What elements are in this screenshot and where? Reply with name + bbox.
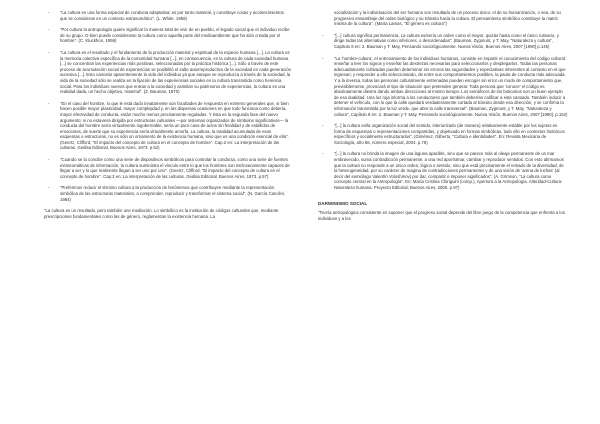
bullet-dash: - (322, 151, 324, 157)
quote-text: "[...] cultura significa permanencia. La cultura es/sería un orden como el mayor, quizás hasta como el único rutinario, y dirige todas las alternativas como inferiores, o desordenadas". (Bauman, Zygmunt, y T. May, "Naturaleza y cultura", Capítulo 8 en: 2. Bauman y T. May, Pensando sociológicamente. Nueva Visión, Buenos Aires, 2007 [1990] p.145) (334, 32, 559, 49)
quote-text: "La cultura es el resultado y el fundamento de la producción material y espiritual de la especie humana [...]. La cultura es la memoria colectiva específica de la comunidad humana [...]; en consecuencia, en la cultura de cada sociedad humana [...] se concentran las experiencias más positivas, seleccionadas por la práctica histórica [...]. Sólo a través de este proceso de acumulación social de experiencias se posibilitó el salto autorreproductivo de la sociedad en cada generación sucesiva [...]. Esto cancelar aparentemente la vida del individuo ya que aunque se reproduzca a través de la sociedad, la vida de la sociedad sólo se realiza en la fijación de las experiencias sociales en la cultura transmitida como herencia social. Para los individuos nuevos que entran a la sociedad y asimilan su patrimonio de experiencias, la cultura es una realidad dada, un hecho objetivo, material". (Z. Bauman, 1970) (60, 49, 291, 95)
quote-item (44, 185, 292, 202)
bullet-dash: - (48, 185, 50, 191)
quote-item (44, 27, 292, 44)
quote-item (44, 50, 292, 95)
bullet-dash: - (48, 27, 50, 33)
quote-item (44, 101, 292, 151)
quote-text: "En el caso del hombre, lo que le está dado innatamente son facultades de respuesta en extremo generales que, si bien hacen posible mayor plasticidad, mayor complejidad y, en las dispersas ocasiones en que todo funciona como debería, mayor efectividad de conducta, están mucho menos precisamente reguladas. Y ésta es la segunda fase del nuevo argumento: si no estuviera dirigida por estructuras culturales —por sistemas organizados de símbolos significativos— la conducta del hombre sería virtualmente ingobernable, sería un puro caos de actos sin finalidad y de estallidos de emociones, de suerte que su experiencia sería virtualmente amorfa. La cultura, la totalidad acumulada de esos esquemas o estructuras, no es sólo un ornamento de la existencia humana, sino que es una condición esencial de ella". (Geertz, Clifford, "El impacto del concepto de cultura en el concepto de hombre". Cap.2 en: La interpretación de las culturas. Gedisa Editorial, Buenos Aires, 1973. p.52) (60, 100, 289, 151)
quote-text: "La 'hombre-cultura', el entrenamiento de los individuos humanos, consiste en impartir el conocimiento del código cultural: enseñar a leer los signos y enseñar las destrezas necesarias para seleccionarlos y desplegarlos. Todas las personas adecuadamente cultivadas pueden determinar sin errores las seguridades y expectativas inherentes al contexto en el que ingresan; y responder a ello seleccionando, de entre sus comportamientos posibles, la pauta de conducta más adecuada. Y a la inversa, todas las personas culturalmente entrenadas pueden escoger sin error un modo de comportamiento que, previsiblemente, provocará el tipo de situación que pretenden generar. Toda persona que 'conoce' el código es absolutamente diestra dando ambas direcciones al mismo tiempo. Los semáforos de los boticarios son un buen ejemplo de esa dualidad. Una luz roja informa a los conductores que también deberían calificar a este cansado. También inducir a detener el vehículo, con lo que la calle quedará verdaderamente cortada al tránsito desde esa dirección, y se confirma la información transmitida por la luz verde, que abre la calle transversal". (Bauman, Zygmunt, y T. May, "Naturaleza y cultura", Capítulo 8 en: 2. Bauman y T. May, Pensando sociológicamente. Nueva Visión, Buenos Aires, 2007 [1990]. p.152) (334, 55, 568, 117)
quote-text: "[...] la cultura no brinda la imagen de una laguna apacible, sino que se parece más al oleaje permanente de un mar embravecido, suma contradicción permanente, a una red aporístmar, cambiar y reproducir sentidos. Con esto afirmamos que la cultura no responde a un único orden, lógica o sentido, sino que está precisamente el reinado de la diversidad, de la heterogeneidad, por su carácter de magma de contradicciones permanentes y de una visión de 'arena de luchas' (al decir del semiólogo Valentín Voloshinov) por dar, compartir e imponer significados". (A. Grimson, "La cultura como concepto central en la Antropología". En: María Cristina Chiriguini (comp.), Apertura a la Antropología. Alteridad-Cultura-Naturaleza humana. Proyecto Editorial, Buenos Aires, 2006. p.97) (334, 151, 564, 191)
right-trailing-paragraph: "Teoría antropológica consistente en suponer que el progreso social depende del libre juego de la competencia que enfrenta a los individuos y a los (318, 210, 565, 221)
bullet-dash: - (48, 49, 50, 55)
left-column (44, 10, 292, 219)
bullet-dash: - (322, 32, 324, 38)
bullet-dash: - (322, 123, 324, 129)
bullet-dash: - (48, 100, 50, 106)
bullet-dash: - (322, 55, 324, 61)
section-heading: DARWINISMO SOCIAL (318, 200, 368, 206)
quote-item (318, 123, 568, 145)
quote-text: "La cultura es una forma especial de conducta adaptativa; es por tanto material, y constituye cosas y acontecimientos que se consideran en un contexto extrasomático". (L. White, 1959) (60, 10, 284, 21)
quote-text: socialización y la individuación del ser humano son resultado de un proceso único: el de su humanización, o sea, de su progresivo ensamblaje del orden biológico y su tránsito hacia la cultura. El pensamiento simbólico constituye la matriz misma de la cultura". (Marta Lamas, "El género es cultura") (334, 10, 561, 27)
bullet-dash: - (48, 157, 50, 163)
quote-text: "Preferimos reducir el término cultura a la producción de fenómenos que contribuyen mediante la representación simbólica de las estructuras materiales, a comprender, reproducir y transformar el sistema social". (N. García Canclini, 1984) (60, 185, 286, 202)
quote-text: "Cuando se la concibe como una serie de dispositivos simbólicos para controlar la conducta, como una serie de fuentes extrasomáticas de información, la cultura suministra el vínculo entre lo que los hombres son intrínsecamente capaces de llegar a ser y lo que realmente llegan a ser uno por uno". (Geertz, Clifford, "El impacto del concepto de cultura en el concepto de hombre". Cap.2 en: La interpretación de las culturas. Gedisa Editorial, Buenos Aires, 1973. p.57) (60, 157, 290, 179)
quote-item (318, 56, 568, 118)
bullet-dash: - (48, 10, 50, 15)
quote-item (318, 33, 568, 50)
quote-text: "Por cultura la antropología quiere significar la manera total de vivir de un pueblo, el legado social que el individuo recibe de su grupo. O bien puede considerarse la cultura como aquella parte del medioambiente que ha sido creada por el hombre". (C. Kluckhon, 1959) (60, 27, 290, 44)
left-quote-list (44, 10, 292, 202)
right-quote-list (318, 10, 568, 191)
quote-item (318, 10, 568, 27)
right-column (318, 10, 568, 221)
quote-item (318, 151, 568, 190)
left-trailing-paragraph: "La cultura es un resultado, pero también une mediación. Lo simbólico es la institución de códigos culturales que, mediante prescripciones fundamentales como las de género, reglamentan la existencia humana. La (44, 208, 279, 219)
quote-item (44, 10, 292, 21)
quote-item (44, 157, 292, 179)
quote-text: "[...] la cultura es/la organización social del sentido, interiorizado (de manera) relativamente estable por los sujetos en forma de esquemas o representaciones compartidas, y objetivado en formas simbólicas, todo ello en contextos históricos específicos y socialmente estructurados". (Giménez, Gilberto, "Cultura e identidades". En: Revista Mexicana de Sociología, año 66, número especial, 2004. p.78) (334, 123, 565, 145)
